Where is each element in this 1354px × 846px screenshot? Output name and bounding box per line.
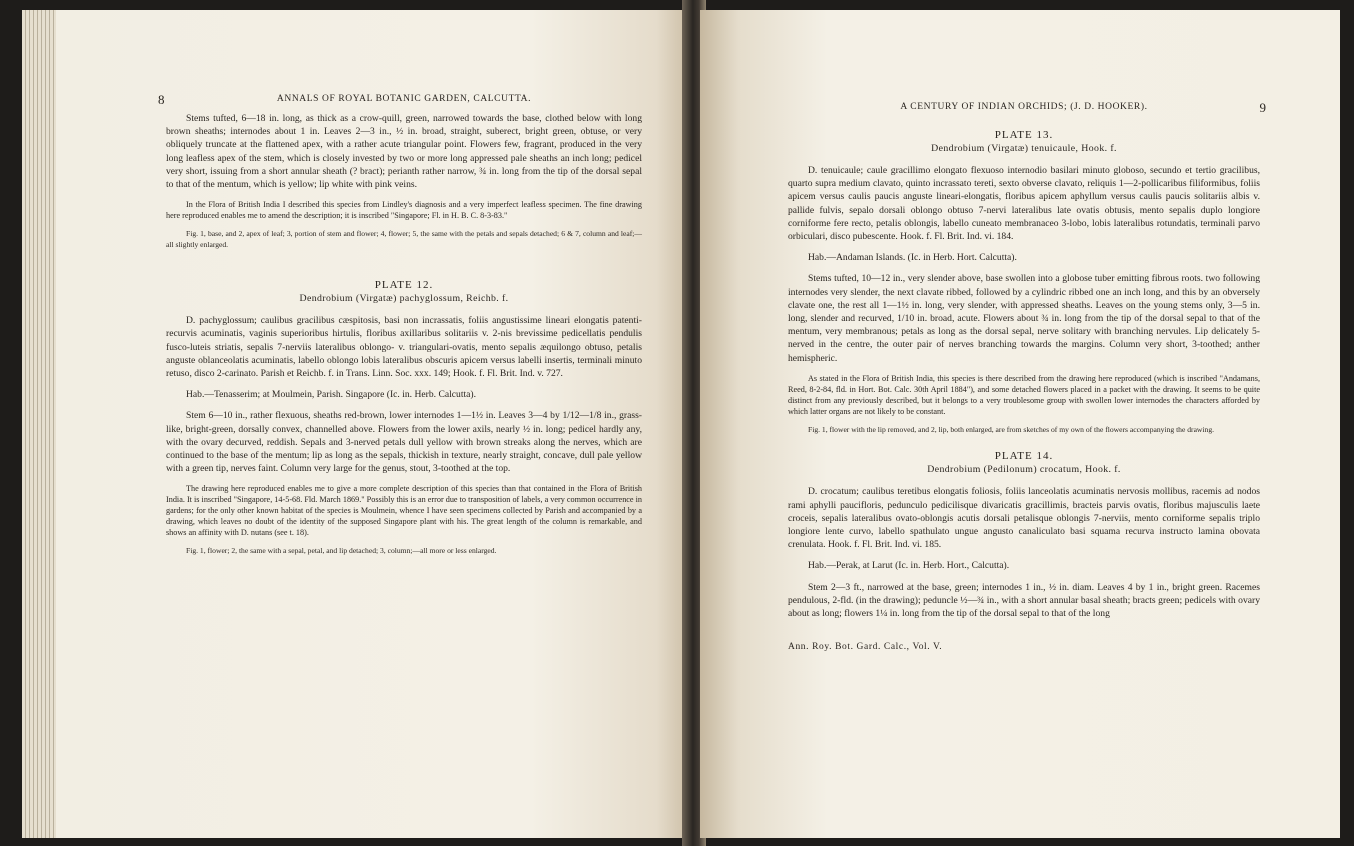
left-page: [56, 10, 688, 838]
description: Stems tufted, 10—12 in., very slender above, base swollen into a globose tuber emitting fibrous roots. two following internodes very slender, the next clavate ribbed, followed by a cylindric ribbed one an inch long, and this by an obversely clavate one, the rest all 1—1½ in. long, very slender, with appressed sheaths. Leaves on the young stems only, 3—5 in. long, slender and recurved, 1/10 in. broad, acute. Flowers about ¾ in. long from the tip of the dorsal sepal to that of the mentum, very membranous; petals as long as the dorsal sepal, nerve solitary with branching nervules. Lip delicately 5-nerved in the centre, the outer pair of nerves branching towards the margins. Column very short, 3-toothed; anther hemispheric.: [788, 273, 1260, 364]
plate-title: PLATE 13.: [994, 129, 1054, 141]
note: The drawing here reproduced enables me to give a more complete description of this species than that contained in the Flora of British India. It is inscribed "Singapore, 14-5-68. Fld. March 1869." Possibly this is an error due to transposition of labels, a very common occurrence in gardens; for the only other known habitat of the species is Moulmein, whence I have seen specimens collected by Parish and accompanied by a drawing, which leaves no doubt of the identity of the supposed Singapore plant with his. The great length of the column is remarkable, and shows an affinity with D. nutans (see t. 18).: [166, 484, 642, 538]
description: Stem 2—3 ft., narrowed at the base, green; internodes 1 in., ½ in. diam. Leaves 4 by 1 in., bright green. Racemes pendulous, 2-fld. (in the drawing); peduncle ½—¾ in., with a short annular basal sheath; bracts green; pedicels with ovary about as long; flowers 1¼ in. long from the tip of the dorsal sepal to that of the long: [788, 581, 1260, 619]
figure-caption: Fig. 1, flower; 2, the same with a sepal, petal, and lip detached; 3, column;—all more or less enlarged.: [186, 546, 497, 556]
page-number: 9: [1259, 100, 1266, 115]
description: Stem 6—10 in., rather flexuous, sheaths red-brown, lower internodes 1—1½ in. Leaves 3—4 by 1/12—1/8 in., grass-like, bright-green, dorsally convex, channelled above. Flowers from the lower axils, nearly ½ in. long; pedicel hardly any, with the ovary decurved, reddish. Sepals and 3-nerved petals dull yellow with brown streaks along the nerves, which are continued to the base of the mentum; lip as long as the sepals, thickish in texture, nearly straight, concave, dull pale yellow with a green tip, nerves faint. Column very large for the genus, stout, 3-toothed at the top.: [166, 410, 642, 475]
running-head-text: A CENTURY OF INDIAN ORCHIDS; (J. D. HOOKER).: [900, 102, 1148, 112]
running-head: [158, 92, 642, 112]
note: As stated in the Flora of British India, this species is there described from the drawing here reproduced (which is inscribed "Andamans, Reed, 8-2-84, fld. in Hort. Bot. Calc. 30th April 1884"), and some detached flowers placed in a packet with the drawing. It seems to be quite distinct from any previously described, but it belongs to a very troublesome group with swollen lower internodes the characters afforded by which latter organs are not likely to be constant.: [788, 373, 1260, 416]
habitat: Hab.—Andaman Islands. (Ic. in Herb. Hort. Calcutta).: [808, 252, 1017, 264]
running-head: [788, 100, 1266, 120]
page-footer: Ann. Roy. Bot. Gard. Calc., Vol. V.: [788, 642, 943, 653]
right-page: [700, 10, 1340, 838]
habitat: Hab.—Tenasserim; at Moulmein, Parish. Singapore (Ic. in. Herb. Calcutta).: [186, 389, 476, 401]
running-head-text: ANNALS OF ROYAL BOTANIC GARDEN, CALCUTTA.: [276, 94, 532, 104]
habitat: Hab.—Perak, at Larut (Ic. in. Herb. Hort., Calcutta).: [808, 560, 1010, 572]
intro-paragraph: Stems tufted, 6—18 in. long, as thick as a crow-quill, green, narrowed towards the base, clothed below with long brown sheaths; internodes about 1 in. Leaves 2—3 in., ½ in. broad, straight, suberect, bright green, obtuse, or very obliquely truncate at the flattened apex, with a rather acute triangular point. Flowers few, fragrant, produced in the very long leafless apex of the stem, which is closely invested by two or more long appressed pale sheaths an inch long; pedicel very short, issuing from a short annular sheath (? bract); perianth rather narrow, ¾ in. long from the tip of the dorsal sepal to that of the mentum, which is yellow; lip white with pink veins.: [166, 113, 642, 191]
intro-note: In the Flora of British India I described this species from Lindley's diagnosis and a very imperfect leafless specimen. The fine drawing here reproduced enables me to amend the description; it is inscribed "Singapore; Fl. in H. B. C. 8-3-83.": [166, 200, 642, 221]
plate-subtitle: Dendrobium (Virgatæ) tenuicaule, Hook. f.: [931, 143, 1117, 154]
plate-subtitle: Dendrobium (Pedilonum) crocatum, Hook. f.: [927, 464, 1121, 476]
figure-caption: Fig. 1, flower with the lip removed, and 2, lip, both enlarged, are from sketches of my own of the flowers accompanying the drawing.: [808, 424, 1215, 434]
plate-title: PLATE 12.: [374, 279, 434, 292]
latin-description: D. pachyglossum; caulibus gracilibus cæspitosis, basi non incrassatis, foliis angustissime lineari elongatis patenti-recurvis acuminatis, vaginis superioribus hirtulis, floribus axillaribus solitariis v. 2-nis brevissime pedicellatis pendulis fusco-luteis striatis, sepalis 7-nerviis lateralibus oblongo- v. triangulari-ovatis, mento sepalis æquilongo obtuso, petalis anguste oblanceolatis acuminatis, labello oblongo lobis lateralibus obscuris apicem versus labelli insertis, terminali minuto retuso, disco 2-carinato. Parish et Reichb. f. in Trans. Linn. Soc. xxx. 149; Hook. f. Fl. Brit. Ind. v. 727.: [166, 315, 642, 380]
plate-title: PLATE 14.: [994, 450, 1054, 463]
latin-description: D. crocatum; caulibus teretibus elongatis foliosis, foliis lanceolatis acuminatis nervosis mollibus, racemis ad nodos rami aphylli paucifloris, pedunculo pedicilisque divaricatis gracillimis, bracteis parvis ovatis, floribus majusculis laete croceis, sepalis lateralibus ovato-oblongis acutis dorsali petalisque oblongis 7-nerviis, mento corniforme sepalis triplo longiore lente curvo, labello spathulato ungue angusto canaliculato basi squama recurva instructo lamina obovata crenulata. Hook. f. Fl. Brit. Ind. vi. 185.: [788, 486, 1260, 551]
page-number: 8: [158, 92, 165, 107]
latin-description: D. tenuicaule; caule gracillimo elongato flexuoso internodio basilari minuto globoso, secundo et tertio gracilibus, quarto supra medium clavato, quinto incrassato tereti, sexto obverse clavato, reliquis 1—2-pollicaribus filiformibus, foliis apicem versus caulis paucis anguste lineari-elongatis, floribus apicem aphyllum versus caulis paucis solitariis albis v. pallide fulvis, sepalo dorsali oblongo obtuso 7-nervi lateralibus late ovatis obtusis, mento sepalis duplo longiore corniforme fere recto, petalis oblongis, labello cuneato membranaceo 3-lobo, lobis lateralibus rotundatis, terminali parvo orbiculari, disco pubescente. Hook. f. Fl. Brit. Ind. vi. 184.: [788, 165, 1260, 243]
plate-subtitle: Dendrobium (Virgatæ) pachyglossum, Reichb. f.: [299, 293, 509, 305]
intro-caption: Fig. 1, base, and 2, apex of leaf; 3, portion of stem and flower; 4, flower; 5, the same with the petals and sepals detached; 6 & 7, column and leaf;—all slightly enlarged.: [166, 229, 642, 249]
